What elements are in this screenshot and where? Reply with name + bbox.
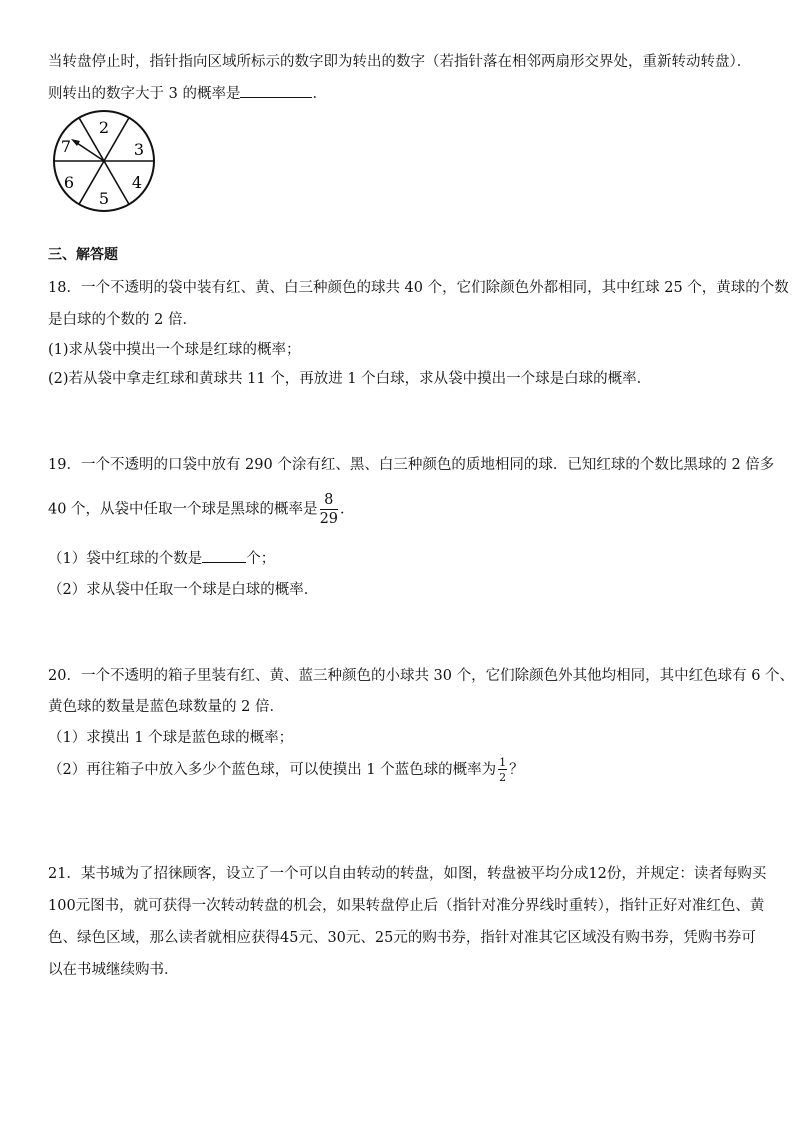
spinner-label-7: 7 [60,137,72,156]
q21-text-line4: 以在书城继续购书． [48,962,179,978]
q19-part2: （2）求从袋中任取一个球是白球的概率． [48,582,319,598]
spinner-label-2: 2 [98,118,110,137]
q20-text-line1: 20．一个不透明的箱子里装有红、黄、蓝三种颜色的小球共 30 个，它们除颜色外其他均相同，其中红色球有 6 个、 [48,668,795,684]
q21-text-line2: 100元图书，就可获得一次转动转盘的机会，如果转盘停止后（指针对准分界线时重转），指针正好对准红色、黄 [48,898,765,914]
section-title-solution-problems: 三、解答题 [48,247,118,263]
q20-fraction-denominator: 2 [499,771,507,784]
q19-text-line1: 19．一个不透明的口袋中放有 290 个涂有红、黑、白三种颜色的质地相同的球．已知红球的个数比黑球的 2 倍多 [48,457,775,473]
q19-answer-blank [202,548,246,563]
q21-text-line1: 21．某书城为了招徕顾客，设立了一个可以自由转动的转盘，如图，转盘被平均分成12份，并规定：读者每购买 [48,866,767,882]
q19-text-line2 [48,493,355,526]
q19-text-line2-prefix: 40 个，从袋中任取一个球是黑球的概率是 [48,501,318,518]
q17-answer-blank [240,83,312,98]
q17-text-line2-prefix: 则转出的数字大于 3 的概率是 [48,86,241,102]
q18-part2: (2)若从袋中拿走红球和黄球共 11 个，再放进 1 个白球，求从袋中摸出一个球是白球的概率． [48,371,652,387]
q18-text-line1: 18．一个不透明的袋中装有红、黄、白三种颜色的球共 40 个，它们除颜色外都相同，其中红球 25 个，黄球的个数 [48,280,789,296]
q19-text-line2-suffix: ． [340,501,355,518]
spinner-label-6: 6 [63,173,75,192]
q20-fraction [498,757,507,783]
q19-fraction-denominator: 29 [319,510,339,527]
q19-fraction-numerator: 8 [320,493,338,510]
q20-text-line2: 黄色球的数量是蓝色球数量的 2 倍． [48,699,284,715]
q17-text-line2-suffix: ． [312,86,327,102]
q19-fraction [320,493,338,526]
q17-spinner-figure [44,108,168,216]
q17-text-line2 [48,82,327,103]
q20-part2-suffix: ？ [509,762,524,778]
spinner-label-4: 4 [131,173,143,192]
q19-part1-prefix: （1）袋中红球的个数是 [48,551,203,567]
q20-part2 [48,757,524,783]
spinner-label-3: 3 [133,140,145,159]
q20-part2-prefix: （2）再往箱子中放入多少个蓝色球，可以使摸出 1 个蓝色球的概率为 [48,762,497,778]
q20-fraction-numerator: 1 [499,756,507,769]
q21-text-line3: 色、绿色区域，那么读者就相应获得45元、30元、25元的购书券，指针对准其它区域没有购书券，凭购书券可 [48,930,756,946]
q17-text-line1: 当转盘停止时，指针指向区域所标示的数字即为转出的数字（若指针落在相邻两扇形交界处，重新转动转盘）． [48,54,752,70]
q18-part1: (1)求从袋中摸出一个球是红球的概率； [48,342,301,358]
q18-text-line2: 是白球的个数的 2 倍． [48,312,197,328]
q19-part1-suffix: 个； [246,551,276,567]
spinner-label-5: 5 [98,189,110,208]
q19-part1 [48,547,275,568]
q20-part1: （1）求摸出 1 个球是蓝色球的概率； [48,730,294,746]
